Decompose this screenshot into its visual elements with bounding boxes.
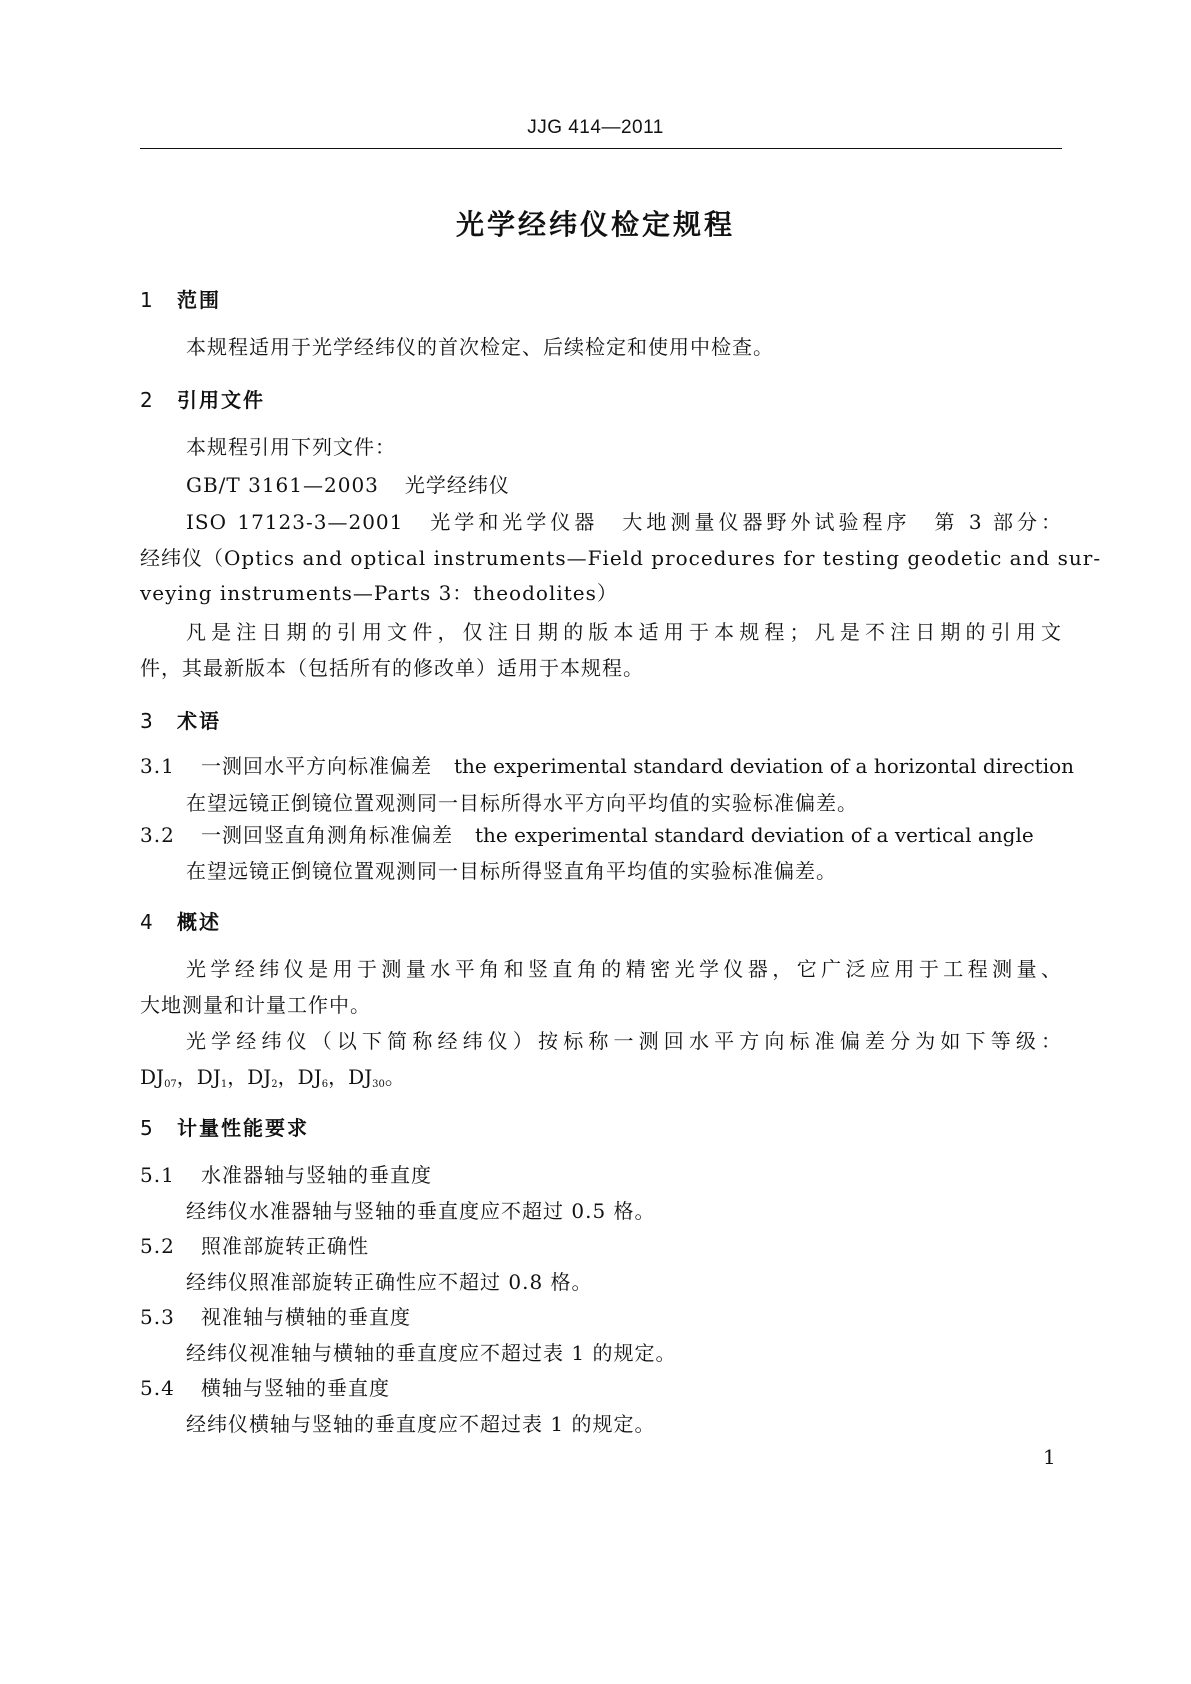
term-3-1: [140, 750, 1074, 779]
clause-number: 5.3: [140, 1305, 175, 1329]
section-number: 3: [140, 709, 155, 733]
term-number: 3.2: [140, 823, 175, 847]
page-number: 1: [1043, 1445, 1056, 1469]
section-3-heading: [140, 705, 221, 734]
header-rule: [140, 148, 1062, 149]
term-number: 3.1: [140, 754, 175, 778]
section-5-heading: [140, 1112, 309, 1141]
section-number: 1: [140, 288, 155, 312]
s4-paragraph-1-line-2: 大地测量和计量工作中。: [140, 993, 371, 1017]
clause-number: 5.1: [140, 1163, 175, 1187]
section-title: 概述: [177, 910, 221, 934]
clause-5-1-text: 经纬仪水准器轴与竖轴的垂直度应不超过 0.5 格。: [186, 1199, 656, 1223]
clause-title: 视准轴与横轴的垂直度: [201, 1305, 411, 1329]
reference-code: GB/T 3161—2003: [186, 473, 379, 497]
s2-note-line-2: 件，其最新版本（包括所有的修改单）适用于本规程。: [140, 656, 644, 680]
clause-5-4-text: 经纬仪横轴与竖轴的垂直度应不超过表 1 的规定。: [186, 1412, 656, 1436]
section-number: 2: [140, 388, 155, 412]
grade-dj6: $DJ_6$: [297, 1065, 329, 1090]
clause-5-2-text: 经纬仪照准部旋转正确性应不超过 0.8 格。: [186, 1270, 593, 1294]
s1-paragraph: 本规程适用于光学经纬仪的首次检定、后续检定和使用中检查。: [186, 335, 774, 359]
clause-5-1-heading: [140, 1159, 432, 1188]
reference-1: [186, 469, 510, 498]
section-1-heading: [140, 284, 221, 313]
term-3-1-definition: 在望远镜正倒镜位置观测同一目标所得水平方向平均值的实验标准偏差。: [186, 791, 858, 815]
term-en: the experimental standard deviation of a vertical angle: [475, 823, 1034, 847]
grade-dj1: $DJ_1$: [196, 1065, 228, 1090]
grade-dj30: $DJ_{30}$: [348, 1065, 385, 1090]
grade-dj2: $DJ_2$: [247, 1065, 278, 1090]
section-title: 术语: [177, 709, 221, 733]
term-en: the experimental standard deviation of a horizontal direction: [454, 754, 1075, 778]
section-title: 范围: [177, 288, 221, 312]
clause-5-3-heading: [140, 1301, 411, 1330]
clause-title: 照准部旋转正确性: [201, 1234, 369, 1258]
document-title: 光学经纬仪检定规程: [455, 208, 735, 241]
reference-2-line-3: veying instruments—Parts 3：theodolites）: [140, 581, 618, 605]
clause-5-4-heading: [140, 1372, 390, 1401]
reference-title: 光学经纬仪: [404, 473, 510, 497]
clause-title: 横轴与竖轴的垂直度: [201, 1376, 390, 1400]
running-header: JJG 414—2011: [527, 117, 664, 138]
term-zh: 一测回水平方向标准偏差: [201, 754, 432, 778]
s2-note-line-1: 凡是注日期的引用文件，仅注日期的版本适用于本规程；凡是不注日期的引用文: [186, 620, 1062, 644]
section-number: 5: [140, 1116, 155, 1140]
clause-5-3-text: 经纬仪视准轴与横轴的垂直度应不超过表 1 的规定。: [186, 1341, 677, 1365]
term-3-2: [140, 819, 1034, 848]
section-number: 4: [140, 910, 155, 934]
clause-title: 水准器轴与竖轴的垂直度: [201, 1163, 432, 1187]
s4-paragraph-1-line-1: 光学经纬仪是用于测量水平角和竖直角的精密光学仪器，它广泛应用于工程测量、: [186, 957, 1062, 981]
reference-2-line-2: 经纬仪（Optics and optical instruments—Field procedures for testing geodetic and sur-: [140, 546, 1102, 570]
grade-list: $DJ_{07}$，$DJ_1$，$DJ_2$，$DJ_6$，$DJ_{30}$。: [140, 1065, 405, 1090]
term-3-2-definition: 在望远镜正倒镜位置观测同一目标所得竖直角平均值的实验标准偏差。: [186, 859, 837, 883]
s2-intro: 本规程引用下列文件：: [186, 435, 396, 459]
section-title: 计量性能要求: [177, 1116, 309, 1140]
clause-5-2-heading: [140, 1230, 369, 1259]
section-title: 引用文件: [177, 388, 265, 412]
section-2-heading: [140, 384, 265, 413]
term-zh: 一测回竖直角测角标准偏差: [201, 823, 453, 847]
grade-dj07: $DJ_{07}$: [140, 1065, 177, 1090]
reference-2-line-1: ISO 17123-3—2001 光学和光学仪器 大地测量仪器野外试验程序 第 3 部分：: [186, 510, 1062, 534]
clause-number: 5.2: [140, 1234, 175, 1258]
s4-paragraph-2-line-1: 光学经纬仪（以下简称经纬仪）按标称一测回水平方向标准偏差分为如下等级：: [186, 1029, 1062, 1053]
section-4-heading: [140, 906, 221, 935]
clause-number: 5.4: [140, 1376, 175, 1400]
